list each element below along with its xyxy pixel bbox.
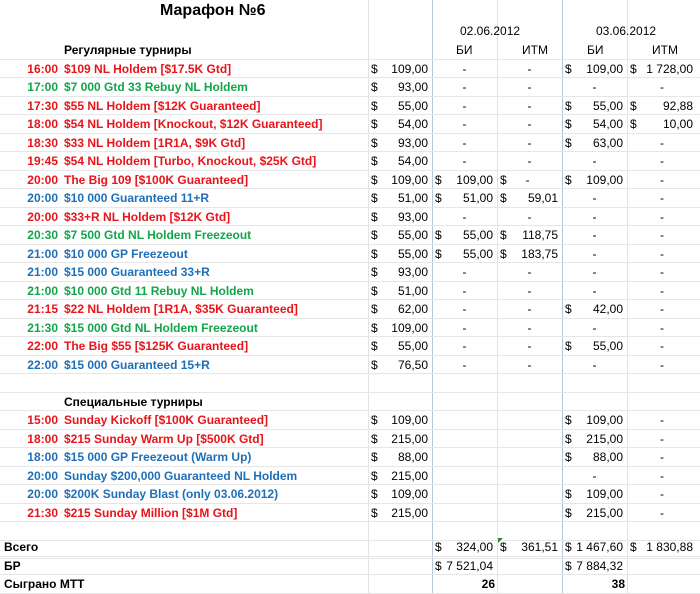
br-label: БР — [4, 558, 21, 573]
tournament-time: 18:00 — [27, 450, 58, 464]
buyin-value: 215,00 — [391, 505, 428, 520]
d1-itm-value: - — [527, 357, 532, 372]
d1-bi-value: - — [462, 154, 467, 168]
total-d2-itm: 1 830,88 — [646, 540, 693, 554]
buyin-currency: $ — [371, 246, 378, 261]
d1-bi-value: 55,00 — [462, 228, 493, 242]
table-row — [0, 115, 700, 134]
table-row — [0, 467, 700, 486]
d2-itm-value: - — [660, 265, 664, 279]
d2-bi-value: 109,00 — [586, 487, 623, 501]
d2-itm-value: 10,00 — [662, 117, 693, 131]
d2-itm-currency: $ — [630, 98, 637, 113]
d2-bi-currency: $ — [565, 487, 572, 501]
d2-itm-value: - — [660, 431, 664, 446]
d2-bi-value: - — [592, 209, 597, 224]
d2-bi-currency: $ — [565, 98, 572, 113]
table-row — [0, 300, 700, 319]
d2-itm-value: - — [660, 172, 664, 187]
tournament-time: 21:15 — [27, 302, 58, 316]
buyin-currency: $ — [371, 154, 378, 168]
tournament-name: $15 000 Guaranteed 33+R — [64, 265, 210, 279]
comment-marker — [498, 538, 503, 543]
d2-bi-value: 63,00 — [592, 135, 623, 150]
table-row — [0, 208, 700, 227]
d1-bi-value: - — [462, 357, 467, 372]
table-row — [0, 226, 700, 245]
d2-itm-value: 92,88 — [662, 98, 693, 113]
buyin-currency: $ — [371, 265, 378, 279]
d1-itm-value: - — [527, 61, 532, 76]
d2-itm-value: - — [660, 339, 664, 353]
buyin-value: 93,00 — [397, 135, 428, 150]
buyin-currency: $ — [371, 357, 378, 372]
d1-bi-value: - — [462, 283, 467, 298]
d2-itm-value: - — [660, 154, 664, 168]
buyin-currency: $ — [371, 339, 378, 353]
mtt-d1: 26 — [481, 577, 495, 591]
d2-itm-value: - — [660, 80, 664, 94]
d2-bi-value: - — [592, 357, 597, 372]
d1-itm-currency: $ — [500, 172, 507, 187]
tournament-name: $15 000 Guaranteed 15+R — [64, 357, 210, 372]
buyin-currency: $ — [371, 98, 378, 113]
tournament-name: $15 000 Gtd NL Holdem Freezeout — [64, 320, 258, 335]
d2-itm-value: - — [660, 228, 664, 242]
d2-itm-value: - — [660, 505, 664, 520]
d2-bi-value: - — [592, 246, 597, 261]
d1-bi-currency: $ — [435, 228, 442, 242]
d2-bi-value: - — [592, 320, 597, 335]
d1-bi-value: - — [462, 135, 467, 150]
total-d1-itm: 361,51 — [521, 540, 558, 554]
buyin-value: 109,00 — [391, 61, 428, 76]
tournament-name: $7 000 Gtd 33 Rebuy NL Holdem — [64, 80, 248, 94]
tournament-name: $109 NL Holdem [$17.5K Gtd] — [64, 61, 232, 76]
sheet-title: Марафон №6 — [160, 2, 266, 19]
section-label: Регулярные турниры — [64, 43, 192, 57]
d1-itm-value: - — [527, 135, 532, 150]
tournament-name: The Big 109 [$100K Guaranteed] — [64, 172, 249, 187]
table-row — [0, 485, 700, 504]
d2-itm-value: - — [660, 135, 664, 150]
buyin-value: 93,00 — [397, 265, 428, 279]
d2-itm-currency: $ — [630, 117, 637, 131]
buyin-currency: $ — [371, 135, 378, 150]
table-row — [0, 189, 700, 208]
buyin-value: 109,00 — [391, 172, 428, 187]
buyin-value: 215,00 — [391, 468, 428, 483]
d1-itm-value: 183,75 — [521, 246, 558, 261]
buyin-currency: $ — [371, 209, 378, 224]
tournament-time: 20:00 — [27, 191, 58, 205]
tournament-name: $10 000 Gtd 11 Rebuy NL Holdem — [64, 283, 254, 298]
d1-bi-currency: $ — [435, 246, 442, 261]
buyin-currency: $ — [371, 302, 378, 316]
d2-bi-value: - — [592, 468, 597, 483]
d2-bi-value: - — [592, 265, 597, 279]
buyin-value: 55,00 — [397, 98, 428, 113]
br-d1: 7 521,04 — [446, 558, 493, 573]
table-row — [0, 97, 700, 116]
tournament-name: $55 NL Holdem [$12K Guaranteed] — [64, 98, 261, 113]
tournament-time: 19:45 — [27, 154, 58, 168]
section-row — [0, 393, 700, 412]
tournament-time: 20:00 — [27, 468, 58, 483]
buyin-currency: $ — [371, 487, 378, 501]
d2-itm-value: - — [660, 320, 664, 335]
table-row — [0, 134, 700, 153]
buyin-value: 93,00 — [397, 209, 428, 224]
buyin-currency: $ — [371, 450, 378, 464]
d2-itm-value: - — [660, 413, 664, 427]
mtt-d2: 38 — [611, 577, 625, 591]
tournament-name: $215 Sunday Warm Up [$500K Gtd] — [64, 431, 264, 446]
tournament-time: 17:30 — [27, 98, 58, 113]
buyin-value: 51,00 — [397, 283, 428, 298]
d1-bi-value: 109,00 — [456, 172, 493, 187]
buyin-currency: $ — [371, 172, 378, 187]
d2-bi-value: - — [592, 228, 597, 242]
tournament-time: 22:00 — [27, 357, 58, 372]
d2-bi-value: 109,00 — [586, 413, 623, 427]
total-d1-bi: 324,00 — [456, 540, 493, 554]
buyin-value: 54,00 — [397, 154, 428, 168]
total-d1-bi-currency: $ — [435, 540, 442, 554]
tournament-name: $200K Sunday Blast (only 03.06.2012) — [64, 487, 279, 501]
tournament-name: $215 Sunday Million [$1M Gtd] — [64, 505, 238, 520]
table-row — [0, 448, 700, 467]
d2-bi-currency: $ — [565, 135, 572, 150]
tournament-name: $33 NL Holdem [1R1A, $9K Gtd] — [64, 135, 246, 150]
date-header-1: 02.06.2012 — [460, 24, 521, 38]
buyin-currency: $ — [371, 413, 378, 427]
d2-itm-value: - — [660, 283, 664, 298]
d1-itm-value: - — [527, 80, 532, 94]
table-row — [0, 245, 700, 264]
d1-itm-value: 118,75 — [522, 228, 558, 242]
d1-bi-value: - — [462, 302, 467, 316]
blank-row — [0, 374, 700, 393]
buyin-value: 88,00 — [397, 450, 428, 464]
date-header-2: 03.06.2012 — [596, 24, 657, 38]
d2-itm-value: - — [660, 487, 664, 501]
buyin-currency: $ — [371, 191, 378, 205]
buyin-value: 55,00 — [397, 246, 428, 261]
tournament-time: 20:00 — [27, 172, 58, 187]
tournament-time: 21:00 — [27, 246, 58, 261]
d2-bi-value: 88,00 — [592, 450, 623, 464]
tournament-name: Sunday Kickoff [$100K Guaranteed] — [64, 413, 269, 427]
col-header-itm-1: ИТМ — [522, 43, 548, 57]
tournament-time: 17:00 — [27, 80, 58, 94]
tournament-time: 20:00 — [27, 209, 58, 224]
d2-itm-value: - — [660, 246, 664, 261]
buyin-value: 51,00 — [397, 191, 428, 205]
tournament-time: 16:00 — [27, 61, 58, 76]
d1-bi-value: - — [462, 209, 467, 224]
buyin-value: 109,00 — [391, 487, 428, 501]
total-d1-itm-currency: $ — [500, 540, 507, 554]
d1-bi-value: - — [462, 339, 467, 353]
tournament-time: 20:30 — [27, 228, 58, 242]
table-row — [0, 263, 700, 282]
tournament-time: 18:30 — [27, 135, 58, 150]
d1-bi-value: - — [462, 320, 467, 335]
d1-bi-value: - — [462, 117, 467, 131]
table-row — [0, 411, 700, 430]
d2-itm-value: - — [660, 468, 664, 483]
tournament-time: 18:00 — [27, 431, 58, 446]
d1-bi-value: - — [462, 61, 467, 76]
buyin-value: 55,00 — [397, 339, 428, 353]
d2-bi-value: 109,00 — [586, 61, 623, 76]
tournament-name: The Big $55 [$125K Guaranteed] — [64, 339, 249, 353]
table-row — [0, 504, 700, 523]
table-row — [0, 319, 700, 338]
br-d2-currency: $ — [565, 558, 572, 573]
table-row — [0, 78, 700, 97]
br-d2: 7 884,32 — [576, 558, 623, 573]
tournament-name: $10 000 Guaranteed 11+R — [64, 191, 210, 205]
tournament-name: $15 000 GP Freezeout (Warm Up) — [64, 450, 252, 464]
d2-bi-value: 109,00 — [586, 172, 623, 187]
d1-bi-value: - — [462, 80, 467, 94]
d1-itm-value: - — [527, 283, 532, 298]
d2-bi-currency: $ — [565, 61, 572, 76]
d2-bi-currency: $ — [565, 505, 572, 520]
d1-bi-value: 55,00 — [462, 246, 493, 261]
buyin-currency: $ — [371, 80, 378, 94]
d1-bi-value: 51,00 — [462, 191, 493, 205]
buyin-value: 109,00 — [391, 413, 428, 427]
tournament-time: 22:00 — [27, 339, 58, 353]
buyin-value: 62,00 — [397, 302, 428, 316]
buyin-value: 93,00 — [397, 80, 428, 94]
d1-itm-value: - — [525, 172, 530, 187]
summary-mtt-row — [0, 575, 700, 594]
tournament-name: $54 NL Holdem [Turbo, Knockout, $25K Gtd] — [64, 154, 317, 168]
buyin-currency: $ — [371, 228, 378, 242]
d1-itm-value: - — [527, 320, 532, 335]
buyin-value: 55,00 — [397, 228, 428, 242]
d2-bi-currency: $ — [565, 450, 572, 464]
d1-bi-value: - — [462, 98, 467, 113]
tournament-time: 21:30 — [27, 505, 58, 520]
d2-bi-value: - — [592, 283, 597, 298]
section-label: Специальные турниры — [64, 394, 203, 409]
tournament-name: $33+R NL Holdem [$12K Gtd] — [64, 209, 231, 224]
d1-itm-value: - — [527, 209, 532, 224]
d2-itm-value: - — [660, 191, 664, 205]
table-row — [0, 152, 700, 171]
buyin-currency: $ — [371, 283, 378, 298]
d2-bi-currency: $ — [565, 413, 572, 427]
d1-itm-value: - — [527, 302, 532, 316]
table-row — [0, 356, 700, 375]
total-d2-bi-currency: $ — [565, 540, 572, 554]
d2-bi-currency: $ — [565, 431, 572, 446]
d2-bi-value: 54,00 — [592, 117, 623, 131]
col-header-bi-1: БИ — [456, 43, 473, 57]
d2-bi-value: - — [592, 80, 597, 94]
d1-itm-currency: $ — [500, 246, 507, 261]
tournament-time: 20:00 — [27, 487, 58, 501]
buyin-value: 76,50 — [397, 357, 428, 372]
summary-total-row — [0, 538, 700, 557]
d2-bi-value: 55,00 — [592, 98, 623, 113]
d2-bi-value: 55,00 — [592, 339, 623, 353]
buyin-currency: $ — [371, 320, 378, 335]
buyin-value: 109,00 — [391, 320, 428, 335]
d1-itm-currency: $ — [500, 228, 507, 242]
total-label: Всего — [4, 540, 39, 554]
tournament-name: $22 NL Holdem [1R1A, $35K Guaranteed] — [64, 302, 298, 316]
d1-itm-value: - — [527, 154, 532, 168]
col-header-itm-2: ИТМ — [652, 43, 678, 57]
tournament-time: 15:00 — [27, 413, 58, 427]
d2-itm-value: - — [660, 357, 664, 372]
buyin-value: 54,00 — [397, 117, 428, 131]
total-d2-itm-currency: $ — [630, 540, 637, 554]
tournament-name: $7 500 Gtd NL Holdem Freezeout — [64, 228, 252, 242]
d1-bi-value: - — [462, 265, 467, 279]
table-row — [0, 60, 700, 79]
buyin-currency: $ — [371, 117, 378, 131]
d2-itm-currency: $ — [630, 61, 637, 76]
buyin-currency: $ — [371, 431, 378, 446]
tournament-time: 18:00 — [27, 117, 58, 131]
tournament-time: 21:00 — [27, 265, 58, 279]
d2-itm-value: - — [660, 302, 664, 316]
d2-itm-value: - — [660, 209, 664, 224]
total-d2-bi: 1 467,60 — [576, 540, 623, 554]
d1-itm-value: - — [527, 98, 532, 113]
table-row — [0, 337, 700, 356]
tournament-name: Sunday $200,000 Guaranteed NL Holdem — [64, 468, 298, 483]
br-d1-currency: $ — [435, 558, 442, 573]
d1-bi-currency: $ — [435, 191, 442, 205]
d1-itm-value: - — [527, 339, 532, 353]
d2-bi-value: - — [592, 154, 597, 168]
table-row — [0, 282, 700, 301]
d2-bi-value: 42,00 — [592, 302, 623, 316]
buyin-value: 215,00 — [391, 431, 428, 446]
d2-bi-currency: $ — [565, 302, 572, 316]
buyin-currency: $ — [371, 468, 378, 483]
d1-bi-currency: $ — [435, 172, 442, 187]
buyin-currency: $ — [371, 61, 378, 76]
d2-bi-currency: $ — [565, 172, 572, 187]
d2-bi-value: 215,00 — [586, 431, 623, 446]
buyin-currency: $ — [371, 505, 378, 520]
tournament-name: $54 NL Holdem [Knockout, $12K Guaranteed] — [64, 117, 323, 131]
d2-bi-value: 215,00 — [586, 505, 623, 520]
d2-itm-value: 1 728,00 — [646, 61, 693, 76]
d1-itm-value: 59,01 — [527, 191, 558, 205]
col-header-bi-2: БИ — [587, 43, 604, 57]
summary-br-row — [0, 557, 700, 576]
tournament-time: 21:30 — [27, 320, 58, 335]
d1-itm-currency: $ — [500, 191, 507, 205]
mtt-label: Сыграно МТТ — [4, 577, 85, 591]
d1-itm-value: - — [527, 117, 532, 131]
table-row — [0, 430, 700, 449]
tournament-name: $10 000 GP Freezeout — [64, 246, 188, 261]
d2-bi-currency: $ — [565, 339, 572, 353]
d1-itm-value: - — [527, 265, 532, 279]
d2-bi-value: - — [592, 191, 597, 205]
d2-bi-currency: $ — [565, 117, 572, 131]
tournament-time: 21:00 — [27, 283, 58, 298]
section-row — [0, 41, 700, 60]
table-row — [0, 171, 700, 190]
d2-itm-value: - — [660, 450, 664, 464]
